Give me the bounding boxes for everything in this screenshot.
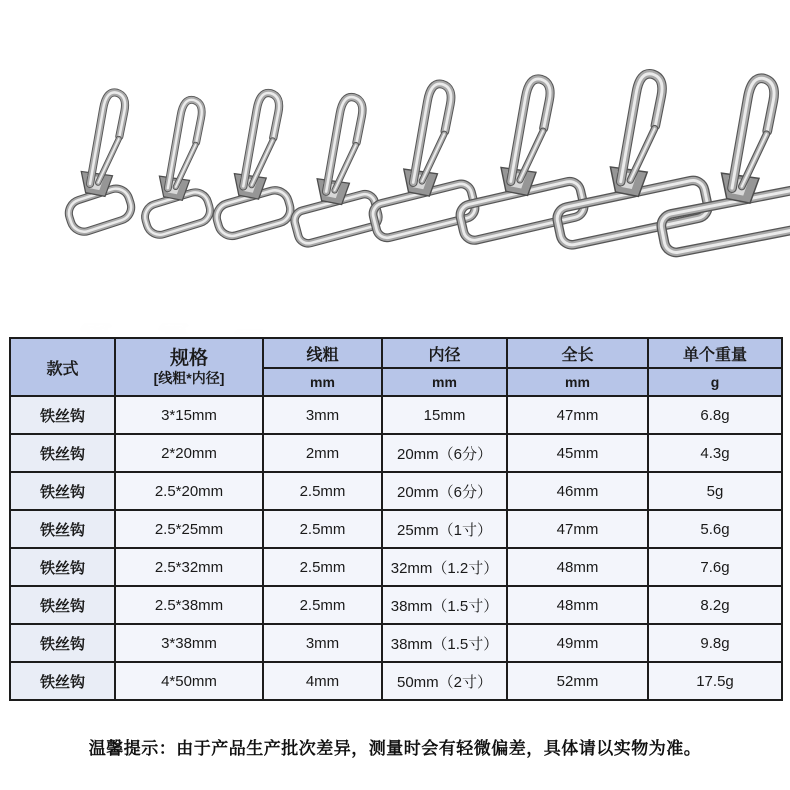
value-cell: 2mm (263, 434, 382, 472)
value-cell: 2.5mm (263, 510, 382, 548)
header-cell-wire-diameter: 线粗 (263, 338, 382, 368)
header-unit-unit-weight: g (648, 368, 782, 396)
style-cell: 铁丝钩 (10, 586, 115, 624)
value-cell: 47mm (507, 510, 648, 548)
header-cell-total-length: 全长 (507, 338, 648, 368)
snap-hook-4x50-image (654, 56, 790, 270)
value-cell: 3*38mm (115, 624, 263, 662)
value-cell: 8.2g (648, 586, 782, 624)
value-cell: 2.5mm (263, 548, 382, 586)
header-spec-title: 规格 (169, 348, 208, 369)
style-cell: 铁丝钩 (10, 624, 115, 662)
value-cell: 45mm (507, 434, 648, 472)
value-cell: 2.5*20mm (115, 472, 263, 510)
value-cell: 48mm (507, 586, 648, 624)
value-cell: 25mm（1寸） (382, 510, 507, 548)
value-cell: 2.5*25mm (115, 510, 263, 548)
value-cell: 20mm（6分） (382, 434, 507, 472)
value-cell: 48mm (507, 548, 648, 586)
value-cell: 4*50mm (115, 662, 263, 700)
value-cell: 2.5mm (263, 586, 382, 624)
value-cell: 4.3g (648, 434, 782, 472)
value-cell: 2.5*32mm (115, 548, 263, 586)
value-cell: 50mm（2寸） (382, 662, 507, 700)
value-cell: 15mm (382, 396, 507, 434)
header-cell-spec (115, 338, 263, 396)
value-cell: 49mm (507, 624, 648, 662)
snap-hook-reflection (654, 268, 790, 334)
header-cell-unit-weight: 单个重量 (648, 338, 782, 368)
spec-table-body (10, 396, 782, 700)
value-cell: 38mm（1.5寸） (382, 624, 507, 662)
value-cell: 3mm (263, 396, 382, 434)
style-cell: 铁丝钩 (10, 472, 115, 510)
table-row (10, 586, 782, 624)
table-row (10, 472, 782, 510)
value-cell: 47mm (507, 396, 648, 434)
table-row (10, 434, 782, 472)
value-cell: 20mm（6分） (382, 472, 507, 510)
value-cell: 17.5g (648, 662, 782, 700)
value-cell: 5g (648, 472, 782, 510)
style-cell: 铁丝钩 (10, 434, 115, 472)
value-cell: 2.5*38mm (115, 586, 263, 624)
header-spec-subtitle: [线粗*内径] (153, 370, 225, 386)
value-cell: 6.8g (648, 396, 782, 434)
header-unit-inner-diameter: mm (382, 368, 507, 396)
table-row (10, 624, 782, 662)
product-photo-strip (0, 0, 790, 334)
header-unit-wire-diameter: mm (263, 368, 382, 396)
header-cell-inner-diameter: 内径 (382, 338, 507, 368)
style-cell: 铁丝钩 (10, 548, 115, 586)
spec-table (9, 337, 783, 701)
header-unit-total-length: mm (507, 368, 648, 396)
value-cell: 2.5mm (263, 472, 382, 510)
value-cell: 2*20mm (115, 434, 263, 472)
style-cell: 铁丝钩 (10, 662, 115, 700)
table-row (10, 548, 782, 586)
table-row (10, 510, 782, 548)
value-cell: 38mm（1.5寸） (382, 586, 507, 624)
style-cell: 铁丝钩 (10, 510, 115, 548)
header-cell-style: 款式 (10, 338, 115, 396)
value-cell: 7.6g (648, 548, 782, 586)
spec-table-header (10, 338, 782, 396)
value-cell: 5.6g (648, 510, 782, 548)
value-cell: 52mm (507, 662, 648, 700)
value-cell: 3*15mm (115, 396, 263, 434)
value-cell: 3mm (263, 624, 382, 662)
value-cell: 46mm (507, 472, 648, 510)
snap-hook-icon (654, 56, 790, 270)
value-cell: 4mm (263, 662, 382, 700)
table-row (10, 662, 782, 700)
value-cell: 9.8g (648, 624, 782, 662)
warm-tip-note: 温馨提示：由于产品生产批次差异，测量时会有轻微偏差，具体请以实物为准。 (88, 739, 702, 758)
value-cell: 32mm（1.2寸） (382, 548, 507, 586)
style-cell: 铁丝钩 (10, 396, 115, 434)
table-row (10, 396, 782, 434)
